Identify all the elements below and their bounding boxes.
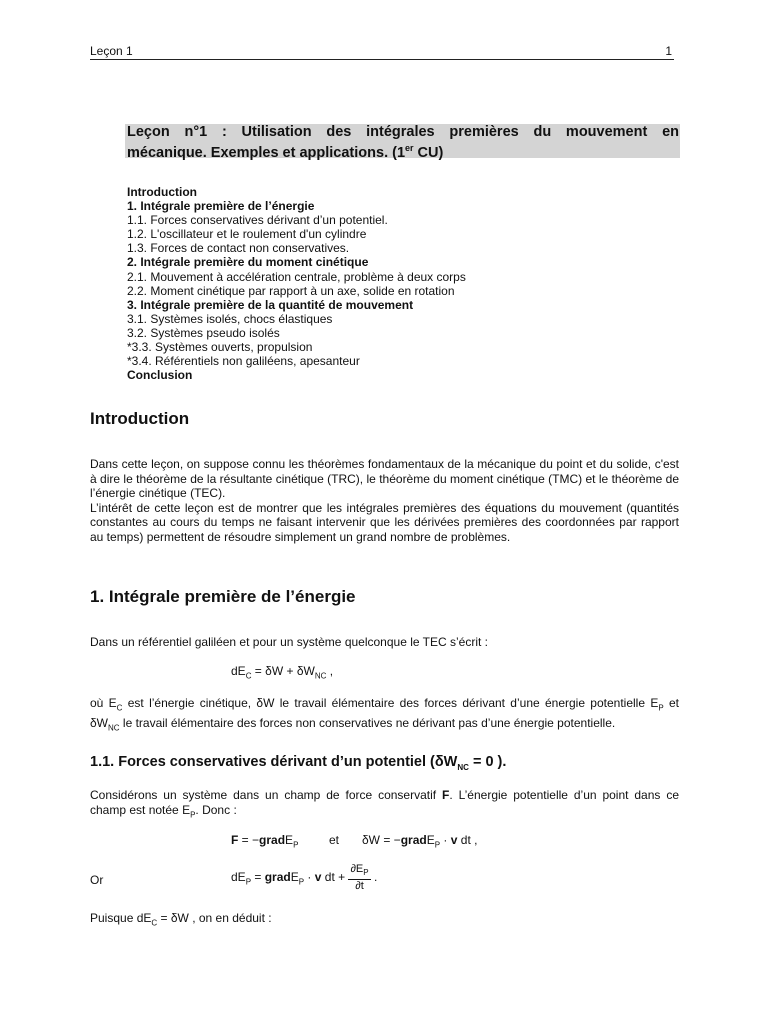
def-c-sub: NC (108, 723, 120, 733)
fraction-denominator: ∂t (355, 879, 364, 892)
or-label: Or (90, 873, 104, 887)
section1-heading: 1. Intégrale première de l’énergie (90, 587, 356, 606)
p2-math: dE (136, 911, 152, 925)
eq2-g: dt , (457, 833, 478, 847)
toc-entry: Conclusion (127, 368, 193, 383)
s11-math: δW (434, 754, 458, 770)
eq3-a: dE (231, 870, 246, 884)
lesson-title: Leçon n°1 : Utilisation des intégrales premières du mouvement en (127, 124, 679, 140)
gradient-equation (231, 833, 298, 849)
toc-entry: 2.1. Mouvement à accélération centrale, problème à deux corps (127, 269, 466, 284)
toc-entry: 2.2. Moment cinétique par rapport à un axe, solide en rotation (127, 283, 455, 298)
eq2-f: · (440, 833, 451, 847)
eq3-c-sub: P (298, 877, 305, 887)
eq3-b: = (251, 870, 265, 884)
p2-sub: C (151, 918, 158, 928)
toc-entry: 2. Intégrale première du moment cinétique (127, 255, 369, 270)
s11-p1-F: F (442, 788, 450, 802)
intro-paragraph (90, 457, 679, 545)
toc-entry: *3.3. Systèmes ouverts, propulsion (127, 340, 313, 355)
eq3-d: · (304, 870, 315, 884)
toc-entry: 3.1. Systèmes isolés, chocs élastiques (127, 311, 333, 326)
s11-p1-c: . Donc : (195, 802, 237, 817)
title-line2-text: mécanique. Exemples et applications. (1 (127, 144, 406, 161)
p2-b: = δW (157, 911, 189, 925)
section11-heading (90, 754, 506, 772)
p2-c: , on en déduit : (188, 911, 272, 925)
eq1-sub: NC (314, 671, 327, 681)
intro-heading: Introduction (90, 409, 190, 428)
eq2-c: E (285, 833, 294, 847)
partial-fraction (348, 863, 370, 893)
eq2-v: v (450, 833, 458, 847)
intro-text-1: Dans cette leçon, on suppose connu les théorèmes fondamentaux de la mécanique du point et du solide, c'est à dire le théorème de la résultante cinétique (TRC), le théorème du moment cinétique (TMC) et le théorème de l’énergie cinétique (TEC). (90, 457, 679, 501)
toc-entry: 1.3. Forces de contact non conservatives. (127, 241, 350, 256)
eq3-num-sub: P (363, 867, 369, 877)
eq1-lhs-sub: C (245, 671, 252, 681)
toc-entry: 1.1. Forces conservatives dérivant d’un potentiel. (127, 213, 388, 228)
running-header-left: Leçon 1 (90, 44, 133, 58)
def-d: le travail élémentaire des forces non conservatives ne dérivant pas d’une énergie potentielle. (119, 715, 616, 730)
eq2-b: = − (238, 833, 260, 847)
eq1-lhs: dE (231, 664, 246, 678)
section11-paragraph (90, 788, 679, 823)
def-ep: E (650, 696, 659, 710)
eq3-end: . (370, 870, 378, 884)
eq3-num: ∂E (350, 862, 364, 875)
potential-differential-equation (231, 862, 377, 897)
intro-text-2: L’intérêt de cette leçon est de montrer que les intégrales premières des équations du mouvement (quantités constantes au cours du temps ne faisant intervenir que les dérivées premières des coordonnées par rapport au temps) permettent de résoudre simplement un grand nombre de problèmes. (90, 500, 679, 544)
header-rule (90, 59, 674, 60)
def-b: est l’énergie cinétique, δW le travail élémentaire des forces dérivant d’une énergie potentielle (122, 696, 651, 710)
fraction-numerator (348, 863, 370, 880)
title-superscript: er (405, 143, 414, 153)
eq1-end: , (326, 664, 334, 678)
conclusion-sentence (90, 911, 679, 931)
s11-p1-a: Considérons un système dans un champ de force conservatif (90, 788, 443, 802)
section1-definition (90, 696, 679, 736)
toc-entry: 3.2. Systèmes pseudo isolés (127, 325, 280, 340)
toc-entry: 1.2. L'oscillateur et le roulement d'un cylindre (127, 227, 367, 242)
eq3-v: v (314, 870, 322, 884)
eq3-c: E (290, 870, 299, 884)
eq2-grad2: grad (400, 833, 427, 847)
eq2-e: E (426, 833, 435, 847)
toc-entry: 3. Intégrale première de la quantité de mouvement (127, 297, 414, 312)
s11-p1-ep: E (182, 802, 191, 817)
p2-a: Puisque (90, 911, 137, 925)
tec-equation (231, 664, 333, 680)
eq2-grad: grad (259, 833, 286, 847)
eq2-F: F (231, 833, 239, 847)
eq3-grad: grad (264, 870, 291, 884)
eq1-mid: = δW + δW (251, 664, 315, 678)
s11-p1-ep-sub: P (190, 809, 196, 819)
eq2-et: et (329, 833, 340, 847)
def-ep-sub: P (658, 703, 664, 713)
eq2-c-sub: P (293, 840, 299, 850)
work-equation (362, 833, 477, 849)
table-of-contents (127, 185, 466, 382)
s11-post: = 0 ). (468, 754, 507, 770)
eq3-e: dt + (321, 870, 349, 884)
section1-intro: Dans un référentiel galiléen et pour un système quelconque le TEC s’écrit : (90, 635, 488, 649)
title-line2-end: CU) (413, 144, 444, 161)
def-a: où (90, 696, 109, 710)
def-ec-sub: C (116, 703, 123, 713)
toc-entry: 1. Intégrale première de l’énergie (127, 199, 315, 214)
def-c: et δW (90, 696, 679, 730)
s11-sub: NC (457, 762, 469, 772)
toc-entry: Introduction (127, 185, 197, 199)
page-number: 1 (665, 44, 672, 58)
eq3-a-sub: P (245, 877, 252, 887)
eq2-d: δW = − (362, 833, 401, 847)
s11-p1-b: . L’énergie potentielle d’un point dans ce champ est notée (90, 788, 679, 817)
def-ec: E (108, 696, 117, 710)
lesson-title-line2 (127, 140, 443, 162)
toc-entry: *3.4. Référentiels non galiléens, apesanteur (127, 354, 360, 369)
s11-pre: 1.1. Forces conservatives dérivant d’un potentiel ( (90, 754, 435, 770)
eq2-e-sub: P (434, 840, 441, 850)
